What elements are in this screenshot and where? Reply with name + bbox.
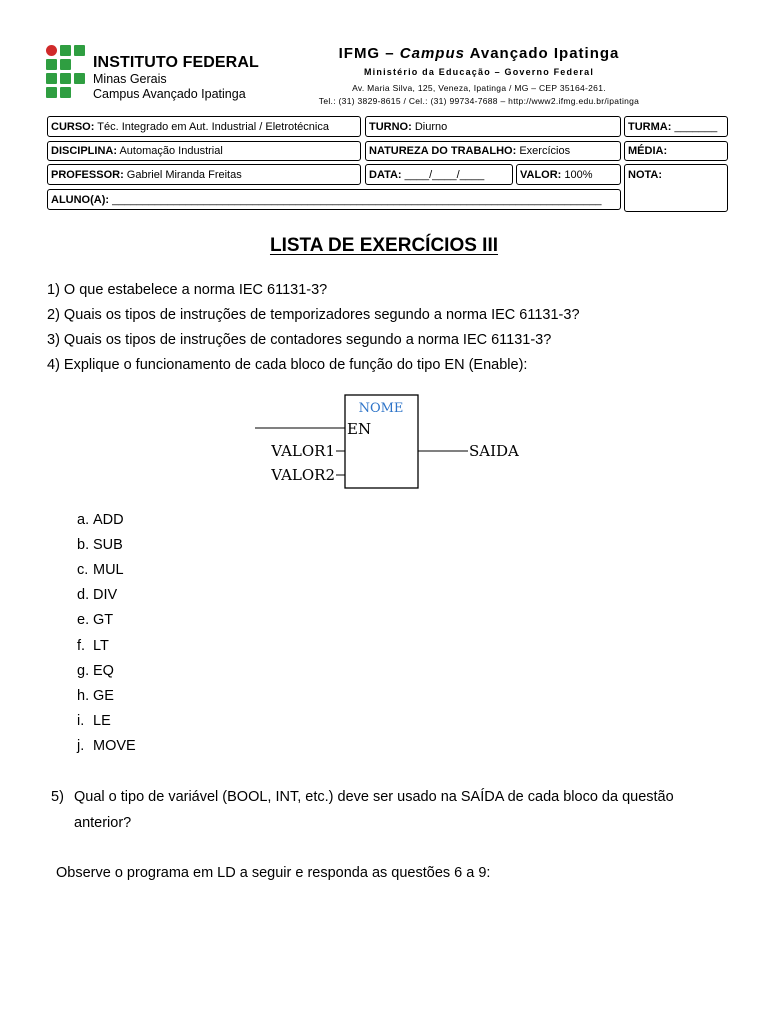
option-letter: h. bbox=[77, 688, 90, 704]
media-field: MÉDIA: bbox=[624, 141, 728, 161]
question-4: 4) Explique o funcionamento de cada bloco de função do tipo EN (Enable): bbox=[47, 357, 528, 373]
option-letter: c. bbox=[77, 562, 89, 578]
output-label: SAIDA bbox=[469, 442, 519, 460]
institution-logo-icon bbox=[46, 45, 86, 97]
option-letter: i. bbox=[77, 713, 85, 729]
data-field: DATA: ____/____/____ bbox=[365, 164, 513, 185]
turma-field: TURMA: _______ bbox=[624, 116, 728, 137]
option-text: SUB bbox=[93, 537, 123, 553]
option-letter: b. bbox=[77, 537, 90, 553]
observe-instruction: Observe o programa em LD a seguir e responda as questões 6 a 9: bbox=[56, 865, 491, 881]
option-letter: g. bbox=[77, 663, 90, 679]
question-5-number: 5) bbox=[51, 789, 64, 805]
option-text: LE bbox=[93, 713, 111, 729]
page-title: LISTA DE EXERCÍCIOS III bbox=[269, 235, 499, 256]
en-label: EN bbox=[347, 420, 372, 438]
function-block-diagram bbox=[250, 390, 550, 495]
option-text: DIV bbox=[93, 587, 118, 603]
block-name-label: NOME bbox=[358, 401, 404, 416]
option-letter: a. bbox=[77, 512, 90, 528]
question-1: 1) O que estabelece a norma IEC 61131-3? bbox=[47, 282, 328, 298]
option-letter: e. bbox=[77, 612, 90, 628]
disciplina-field: DISCIPLINA: Automação Industrial bbox=[47, 141, 361, 161]
header-contact: Tel.: (31) 3829-8615 / Cel.: (31) 99734-7688 – http://www2.ifmg.edu.br/ipatinga bbox=[318, 96, 640, 106]
option-text: GT bbox=[93, 612, 114, 628]
nota-field: NOTA: bbox=[624, 164, 728, 212]
logo-title: INSTITUTO FEDERAL bbox=[93, 54, 259, 71]
input2-label: VALOR2 bbox=[271, 466, 335, 484]
option-letter: j. bbox=[77, 738, 85, 754]
option-text: EQ bbox=[93, 663, 114, 679]
header-address: Av. Maria Silva, 125, Veneza, Ipatinga / MG – CEP 35164-261. bbox=[352, 83, 606, 93]
aluno-field: ALUNO(A): ________________________________________________________________________________ bbox=[47, 189, 621, 210]
valor-field: VALOR: 100% bbox=[516, 164, 621, 185]
logo-subtitle-campus: Campus Avançado Ipatinga bbox=[93, 87, 246, 101]
turno-field: TURNO: Diurno bbox=[365, 116, 621, 137]
professor-field: PROFESSOR: Gabriel Miranda Freitas bbox=[47, 164, 361, 185]
input1-label: VALOR1 bbox=[271, 442, 335, 460]
logo-subtitle-state: Minas Gerais bbox=[93, 72, 167, 86]
question-2: 2) Quais os tipos de instruções de temporizadores segundo a norma IEC 61131-3? bbox=[47, 307, 580, 323]
option-letter: d. bbox=[77, 587, 90, 603]
natureza-field: NATUREZA DO TRABALHO: Exercícios bbox=[365, 141, 621, 161]
question-5-line1: Qual o tipo de variável (BOOL, INT, etc.) deve ser usado na SAÍDA de cada bloco da questão bbox=[74, 789, 674, 805]
curso-field: CURSO: Téc. Integrado em Aut. Industrial / Eletrotécnica bbox=[47, 116, 361, 137]
option-letter: f. bbox=[77, 638, 86, 654]
header-title: IFMG – Campus Avançado Ipatinga bbox=[338, 45, 620, 62]
question-3: 3) Quais os tipos de instruções de contadores segundo a norma IEC 61131-3? bbox=[47, 332, 552, 348]
option-text: ADD bbox=[93, 512, 124, 528]
question-5-line2: anterior? bbox=[74, 815, 132, 831]
option-text: MOVE bbox=[93, 738, 136, 754]
header-ministry: Ministério da Educação – Governo Federal bbox=[363, 67, 595, 77]
option-text: LT bbox=[93, 638, 109, 654]
option-text: MUL bbox=[93, 562, 124, 578]
option-text: GE bbox=[93, 688, 114, 704]
